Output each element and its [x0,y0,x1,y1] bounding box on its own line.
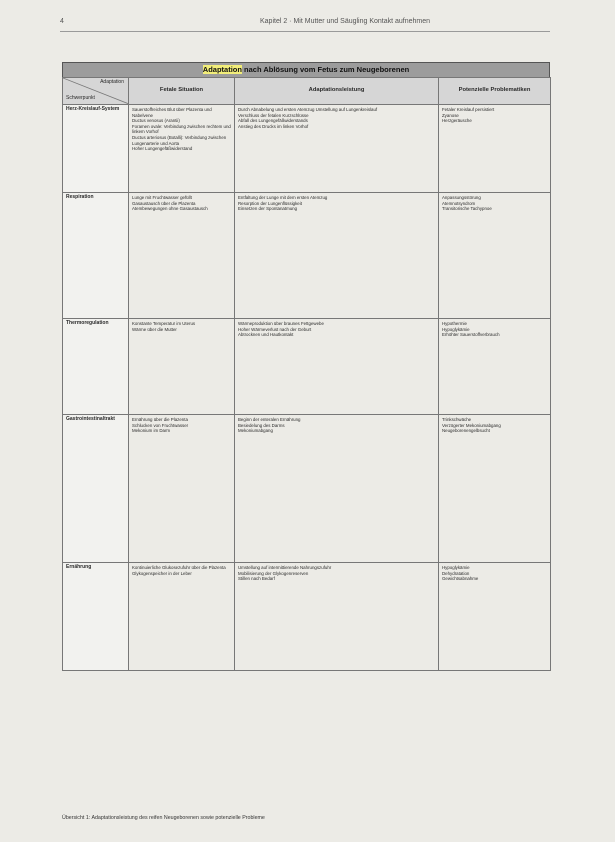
column-header-fetal: Fetale Situation [129,78,235,105]
cell-adapt [235,105,439,193]
adapt-text: Beginn der enteralen Ernährung [238,417,301,422]
row-system-label: Herz-Kreislauf-System [63,105,129,193]
problem-text: Trinkschwäche [442,417,472,422]
problem-text: Zyanose [442,112,459,118]
cell-adapt [235,319,439,415]
adapt-text: Umstellung auf intermittierende Nahrungszufuhr [238,565,332,570]
cell-fetal [129,563,235,671]
cell-problem [439,193,551,319]
table-title-rest: nach Ablösung vom Fetus zum Neugeborenen [241,65,410,74]
fetal-text: Glykogenspeicher in der Leber [132,570,192,576]
table-row [63,105,551,193]
fetal-text: Ductus venosus (Arantii) [132,118,180,124]
corner-label-top: Adaptation [100,79,124,85]
table-title-highlight: Adaptation [202,65,242,74]
cell-adapt [235,415,439,563]
corner-label-bottom: Schwerpunkt [66,95,95,102]
fetal-text: Gasaustausch über die Plazenta [132,200,196,206]
table-caption: Übersicht 1: Adaptationsleistung des reifen Neugeborenen sowie potenzielle Probleme [62,815,265,821]
adapt-text: Entfaltung der Lunge mit dem ersten Atemzug [238,195,328,200]
problem-text: Atemnotsyndrom [442,200,476,206]
problem-text: Gewichtsabnahme [442,576,479,582]
problem-text: Hypoglykämie [442,326,470,332]
adapt-text: Anstieg des Drucks im linken Vorhof [238,123,309,129]
page-header [60,14,560,30]
fetal-text: Ductus arteriosus (Botalli): Verbindung zwischen Lungenarterie und Aorta [132,134,227,146]
page-number: 4 [60,18,64,25]
adapt-text: Mekoniumabgang [238,428,273,434]
cell-fetal [129,193,235,319]
row-system-label: Thermoregulation [63,319,129,415]
fetal-text: Mekonium im Darm [132,428,171,434]
cell-adapt [235,563,439,671]
adapt-text: Abfall des Lungengefäßwiderstands [238,118,308,124]
fetal-text: Ernährung über die Plazenta [132,417,188,422]
fetal-text: Atembewegungen ohne Gasaustausch [132,206,208,212]
cell-fetal [129,415,235,563]
column-header-problems: Potenzielle Problematiken [439,78,551,105]
problem-text: Transitorische Tachypnoe [442,206,492,212]
column-header-adaptation: Adaptationsleistung [235,78,439,105]
problem-text: Verzögerter Mekoniumabgang [442,422,501,428]
fetal-text: Foramen ovale: Verbindung zwischen rechtem und linkem Vorhof [132,123,231,135]
table-row [63,193,551,319]
row-system-label: Gastrointestinaltrakt [63,415,129,563]
table-title [62,62,550,77]
adapt-text: Einsetzen der Spontanatmung [238,206,298,212]
cell-problem [439,415,551,563]
adapt-text: Besiedelung des Darms [238,422,285,428]
cell-adapt [235,193,439,319]
problem-text: Anpassungsstörung [442,195,481,200]
adapt-text: Stillen nach Bedarf [238,576,275,582]
row-system-label: Respiration [63,193,129,319]
adaptation-table [62,62,550,671]
table-row [63,319,551,415]
adapt-text: Wärmeproduktion über braunes Fettgewebe [238,321,324,326]
fetal-text: Lunge mit Fruchtwasser gefüllt [132,195,192,200]
adapt-text: Resorption der Lungenflüssigkeit [238,200,302,206]
running-title: Kapitel 2 · Mit Mutter und Säugling Kontakt aufnehmen [260,18,431,25]
fetal-text: Schlucken von Fruchtwasser [132,422,189,428]
header-rule [60,31,550,32]
adapt-text: Mobilisierung der Glykogenreserven [238,570,309,576]
fetal-text: Sauerstoffreiches Blut über Plazenta und Nabelvene [132,107,212,118]
problem-text: Fetaler Kreislauf persistiert [442,107,495,112]
fetal-text: Wärme über die Mutter [132,326,177,332]
problem-text: Herzgeräusche [442,118,472,124]
problem-text: Hypothermie [442,321,467,326]
cell-problem [439,319,551,415]
corner-header [63,78,129,105]
adapt-text: Abtrocknen und Hautkontakt [238,332,294,338]
adapt-text: Verschluss der fetalen Kurzschlüsse [238,112,309,118]
adapt-text: Hoher Wärmeverlust nach der Geburt [238,326,312,332]
cell-fetal [129,105,235,193]
fetal-text: Hoher Lungengefäßwiderstand [132,146,193,152]
problem-text: Erhöhter Sauerstoffverbrauch [442,332,500,338]
table-row [63,415,551,563]
problem-text: Hypoglykämie [442,565,470,570]
cell-fetal [129,319,235,415]
table-row [63,563,551,671]
problem-text: Dehydratation [442,570,470,576]
cell-problem [439,563,551,671]
problem-text: Neugeborenengelbsucht [442,428,490,434]
adapt-text: Durch Abnabelung und ersten Atemzug Umstellung auf Lungenkreislauf [238,107,378,112]
fetal-text: Konstante Temperatur im Uterus [132,321,196,326]
fetal-text: Kontinuierliche Glukosezufuhr über die Plazenta [132,565,226,570]
row-system-label: Ernährung [63,563,129,671]
cell-problem [439,105,551,193]
